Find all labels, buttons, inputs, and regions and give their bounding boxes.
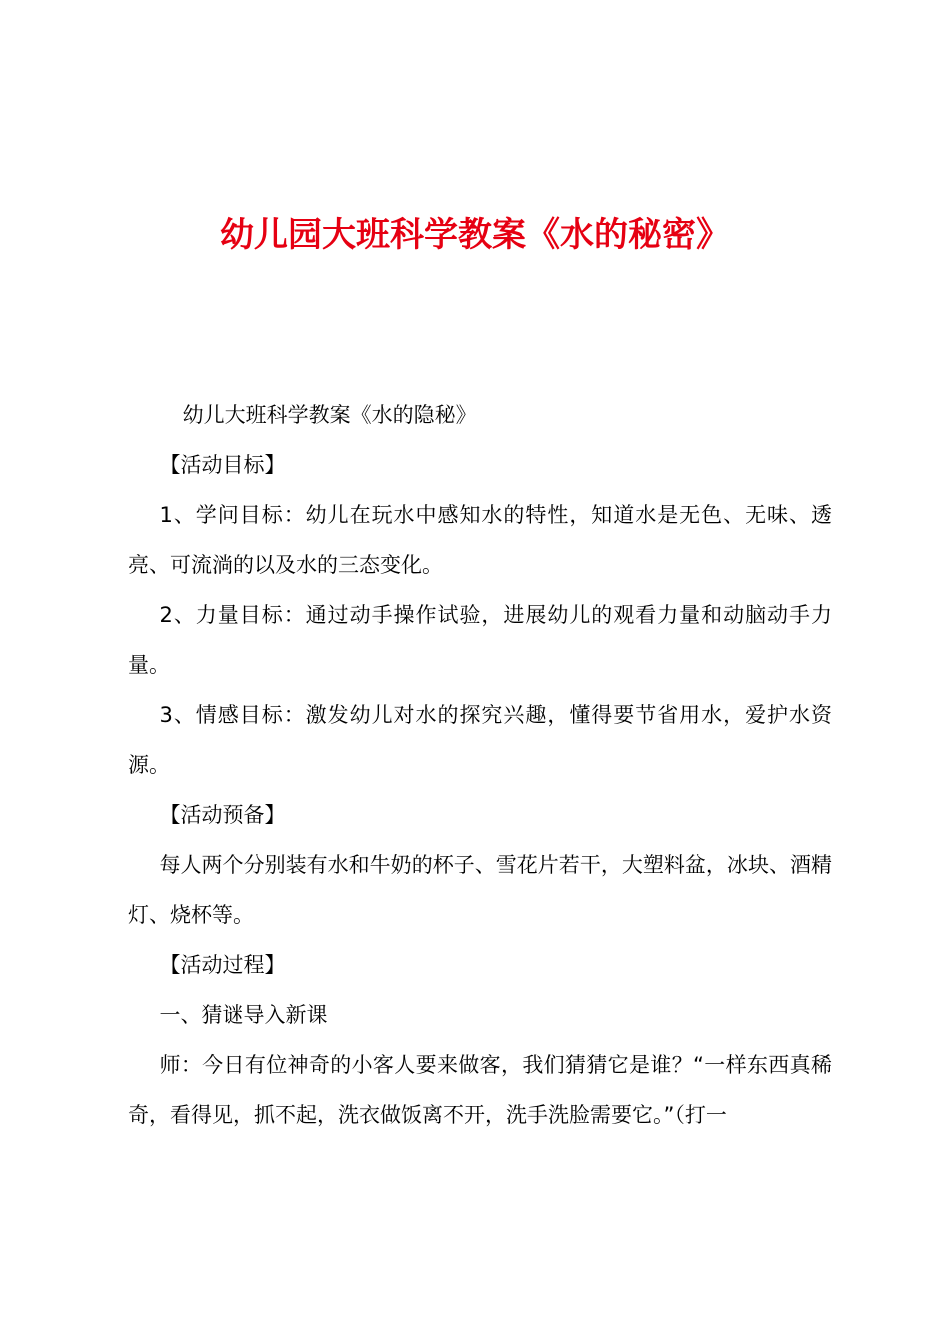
goal-knowledge-paragraph: 1、学问目标：幼儿在玩水中感知水的特性，知道水是无色、无味、透亮、可流淌的以及水的三态变化。 (128, 503, 832, 577)
goal-emotion-paragraph: 3、情感目标：激发幼儿对水的探究兴趣，懂得要节省用水，爱护水资源。 (128, 703, 832, 777)
process-step-heading: 一、猜谜导入新课 (159, 1003, 328, 1027)
section-heading-process: 【活动过程】 (159, 953, 286, 977)
teacher-riddle-paragraph: 师：今日有位神奇的小客人要来做客，我们猜猜它是谁？“一样东西真稀奇，看得见，抓不起，洗衣做饭离不开，洗手洗脸需要它。”（打一 (128, 1053, 832, 1127)
subtitle-paragraph: 幼儿大班科学教案《水的隐秘》 (182, 403, 477, 427)
document-title: 幼儿园大班科学教案《水的秘密》 (220, 215, 730, 255)
section-heading-preparation: 【活动预备】 (159, 803, 286, 827)
document-body (128, 390, 832, 1140)
goal-ability-paragraph: 2、力量目标：通过动手操作试验，进展幼儿的观看力量和动脑动手力量。 (128, 603, 832, 677)
section-heading-goals: 【活动目标】 (159, 453, 286, 477)
preparation-paragraph: 每人两个分别装有水和牛奶的杯子、雪花片若干，大塑料盆，冰块、酒精灯、烧杯等。 (128, 853, 832, 927)
